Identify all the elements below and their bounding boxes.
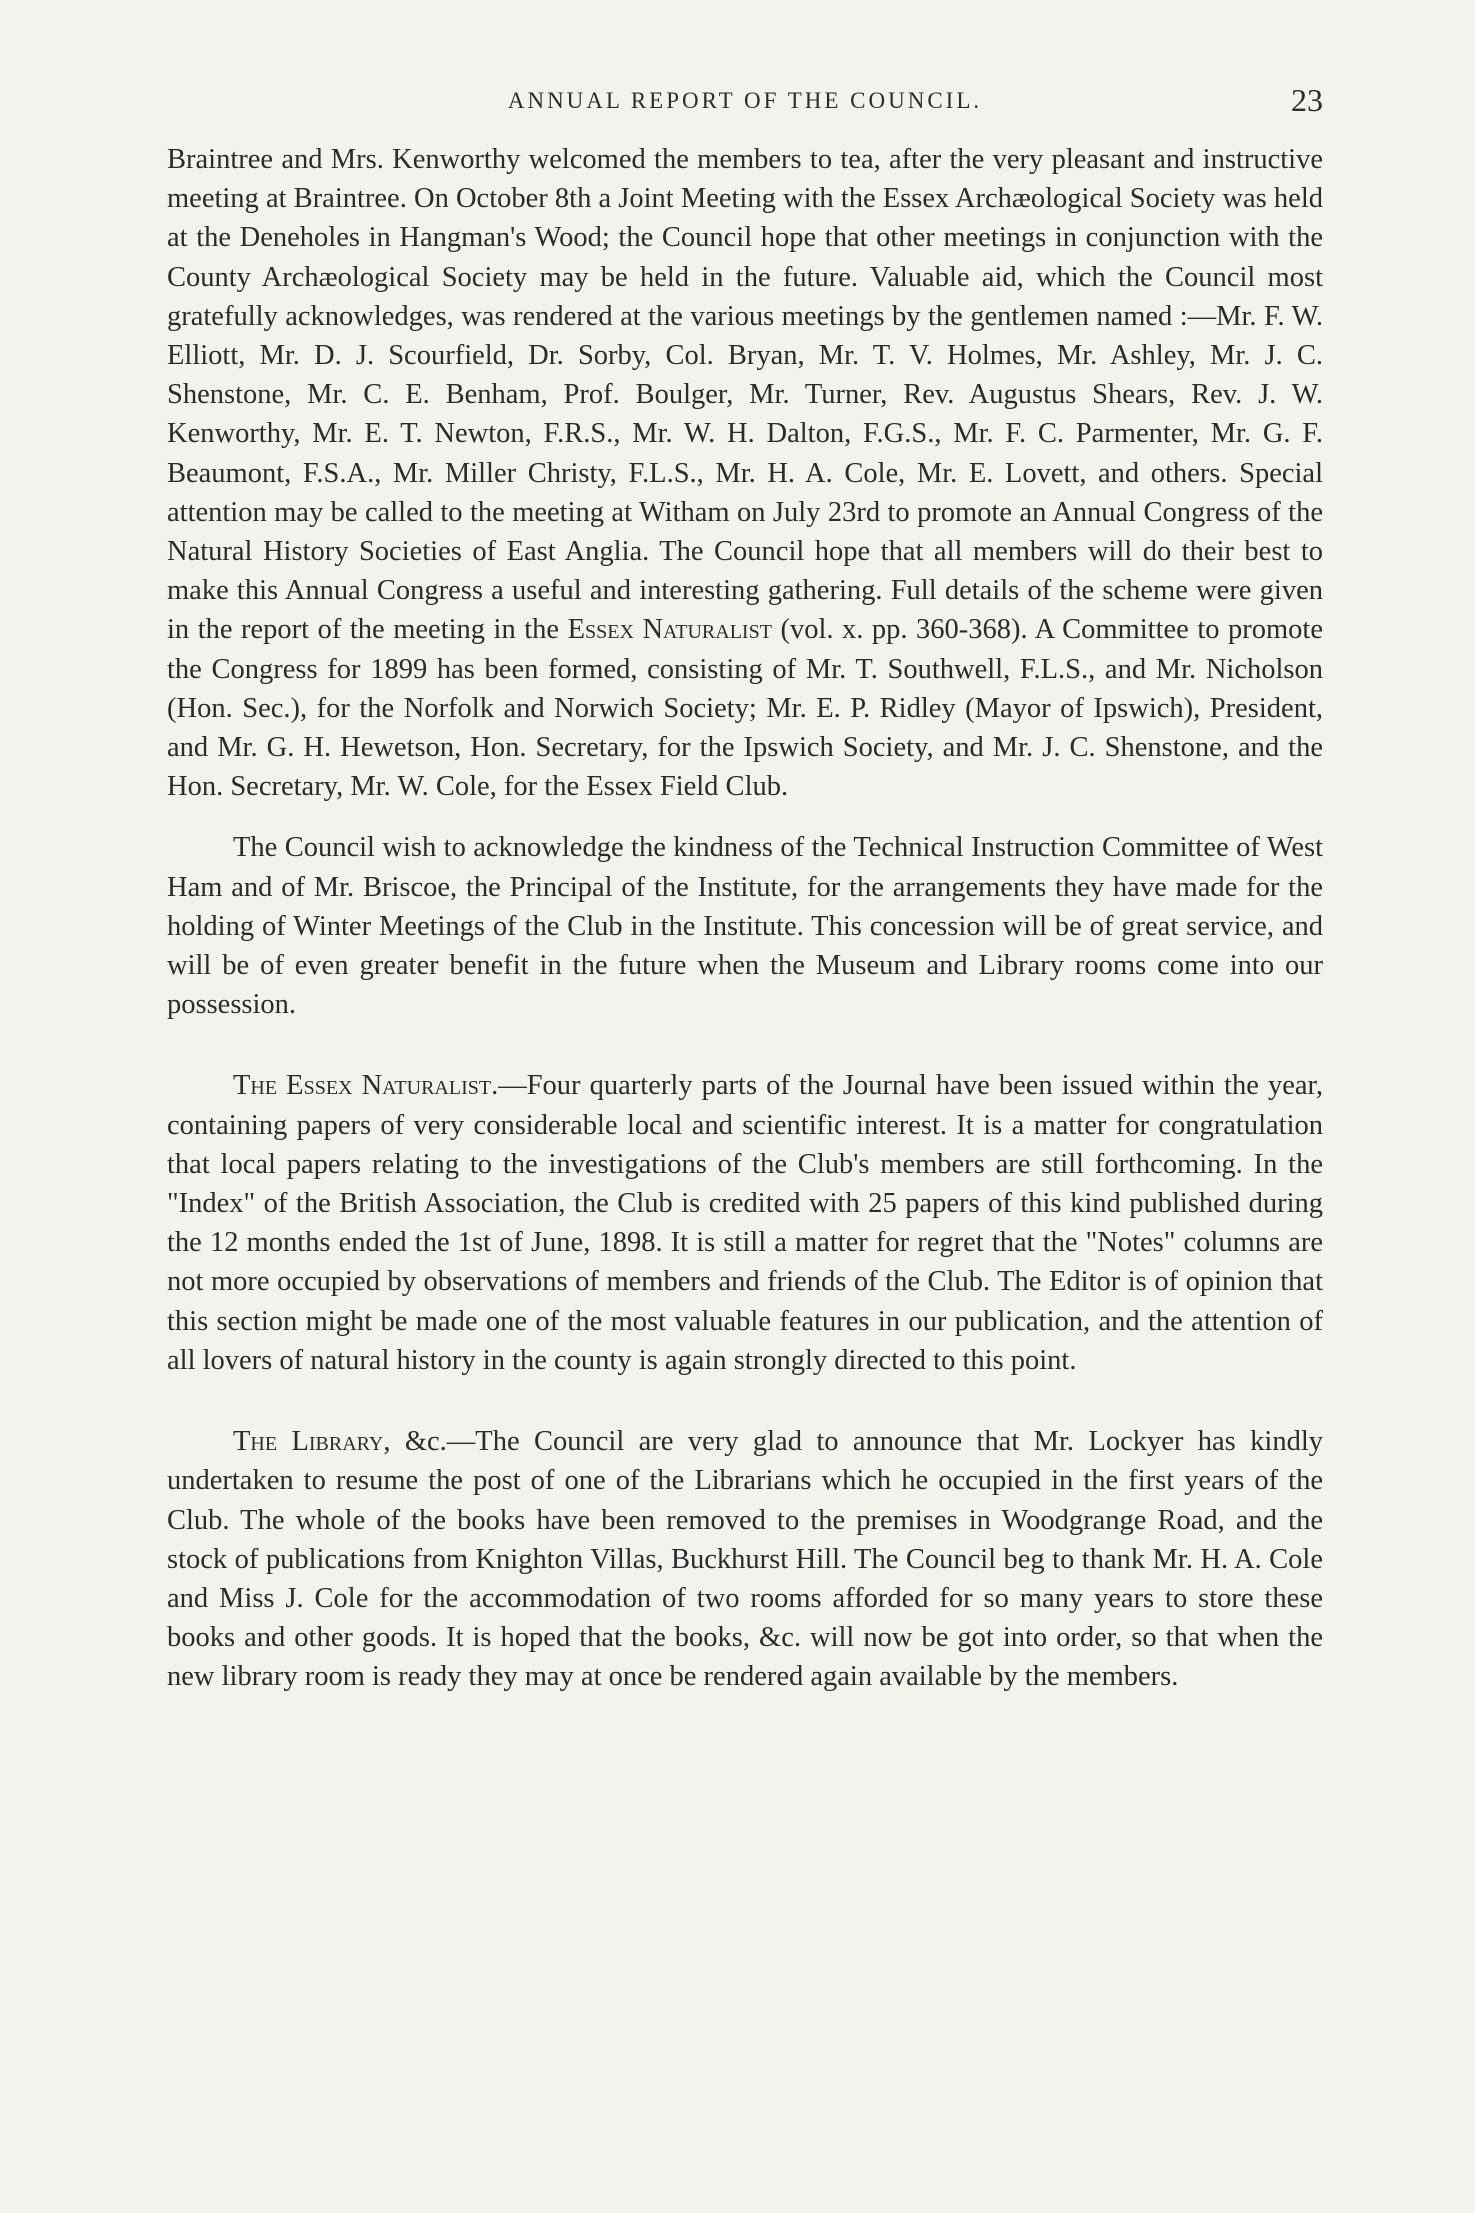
paragraph-meetings [167, 140, 1323, 806]
paragraph-essex-naturalist-text: —Four quarterly parts of the Journal have been issued within the year, containing papers of very considerable local and scientific interest. It is a matter for congratulation that local papers relating to the investigations of the Club's members are still forthcoming. In the "Index" of the British Association, the Club is credited with 25 papers of this kind published during the 12 months ended the 1st of June, 1898. It is still a matter for regret that the "Notes" columns are not more occupied by observations of members and friends of the Club. The Editor is of opinion that this section might be made one of the most valuable features in our publication, and the attention of all lovers of natural history in the county is again strongly directed to this point. [167, 1070, 1323, 1376]
journal-title: Essex Naturalist [567, 614, 772, 646]
page-number: 23 [1291, 82, 1323, 118]
paragraph-meetings-text: Braintree and Mrs. Kenworthy welcomed the members to tea, after the very pleasant and instructive meeting at Braintree. On October 8th a Joint Meeting with the Essex Archæological Society was held at the Deneholes in Hangman's Wood; the Council hope that other meetings in conjunction with the County Archæological Society may be held in the future. Valuable aid, which the Council most gratefully acknowledges, was rendered at the various meetings by the gentlemen named :—Mr. F. W. Elliott, Mr. D. J. Scourfield, Dr. Sorby, Col. Bryan, Mr. T. V. Holmes, Mr. Ashley, Mr. J. C. Shenstone, Mr. C. E. Benham, Prof. Boulger, Mr. Turner, Rev. Augustus Shears, Rev. J. W. Kenworthy, Mr. E. T. Newton, F.R.S., Mr. W. H. Dalton, F.G.S., Mr. F. C. Parmenter, Mr. G. F. Beaumont, F.S.A., Mr. Miller Christy, F.L.S., Mr. H. A. Cole, Mr. E. Lovett, and others. Special attention may be called to the meeting at Witham on July 23rd to promote an Annual Congress of the Natural History Societies of East Anglia. The Council hope that all members will do their best to make this Annual Congress a useful and interesting gathering. Full details of the scheme were given in the report of the meeting in the [167, 144, 1323, 646]
paragraph-library [167, 1422, 1323, 1696]
body-text [167, 140, 1323, 1697]
section-heading-essex-naturalist: The Essex Naturalist. [233, 1070, 499, 1102]
running-title: ANNUAL REPORT OF THE COUNCIL. [507, 88, 983, 113]
paragraph-essex-naturalist [167, 1066, 1323, 1380]
section-heading-library: The Library, [233, 1426, 391, 1458]
document-page [167, 80, 1323, 2180]
paragraph-technical-instruction: The Council wish to acknowledge the kindness of the Technical Instruction Committee of West Ham and of Mr. Briscoe, the Principal of the Institute, for the arrangements they have made for the holding of Winter Meetings of the Club in the Institute. This concession will be of great service, and will be of even greater benefit in the future when the Museum and Library rooms come into our possession. [167, 832, 1323, 1021]
running-head [167, 80, 1323, 130]
paragraph-library-text: &c.—The Council are very glad to announce that Mr. Lockyer has kindly undertaken to resume the post of one of the Librarians which he occupied in the first years of the Club. The whole of the books have been removed to the premises in Woodgrange Road, and the stock of publications from Knighton Villas, Buckhurst Hill. The Council beg to thank Mr. H. A. Cole and Miss J. Cole for the accommodation of two rooms afforded for so many years to store these books and other goods. It is hoped that the books, &c. will now be got into order, so that when the new library room is ready they may at once be rendered again available by the members. [167, 1426, 1323, 1693]
paragraph-meetings-end: (vol. x. pp. 360-368). A Committee to promote the Congress for 1899 has been formed, consisting of Mr. T. Southwell, F.L.S., and Mr. Nicholson (Hon. Sec.), for the Norfolk and Norwich Society; Mr. E. P. Ridley (Mayor of Ipswich), President, and Mr. G. H. Hewetson, Hon. Secretary, for the Ipswich Society, and Mr. J. C. Shenstone, and the Hon. Secretary, Mr. W. Cole, for the Essex Field Club. [167, 614, 1323, 803]
